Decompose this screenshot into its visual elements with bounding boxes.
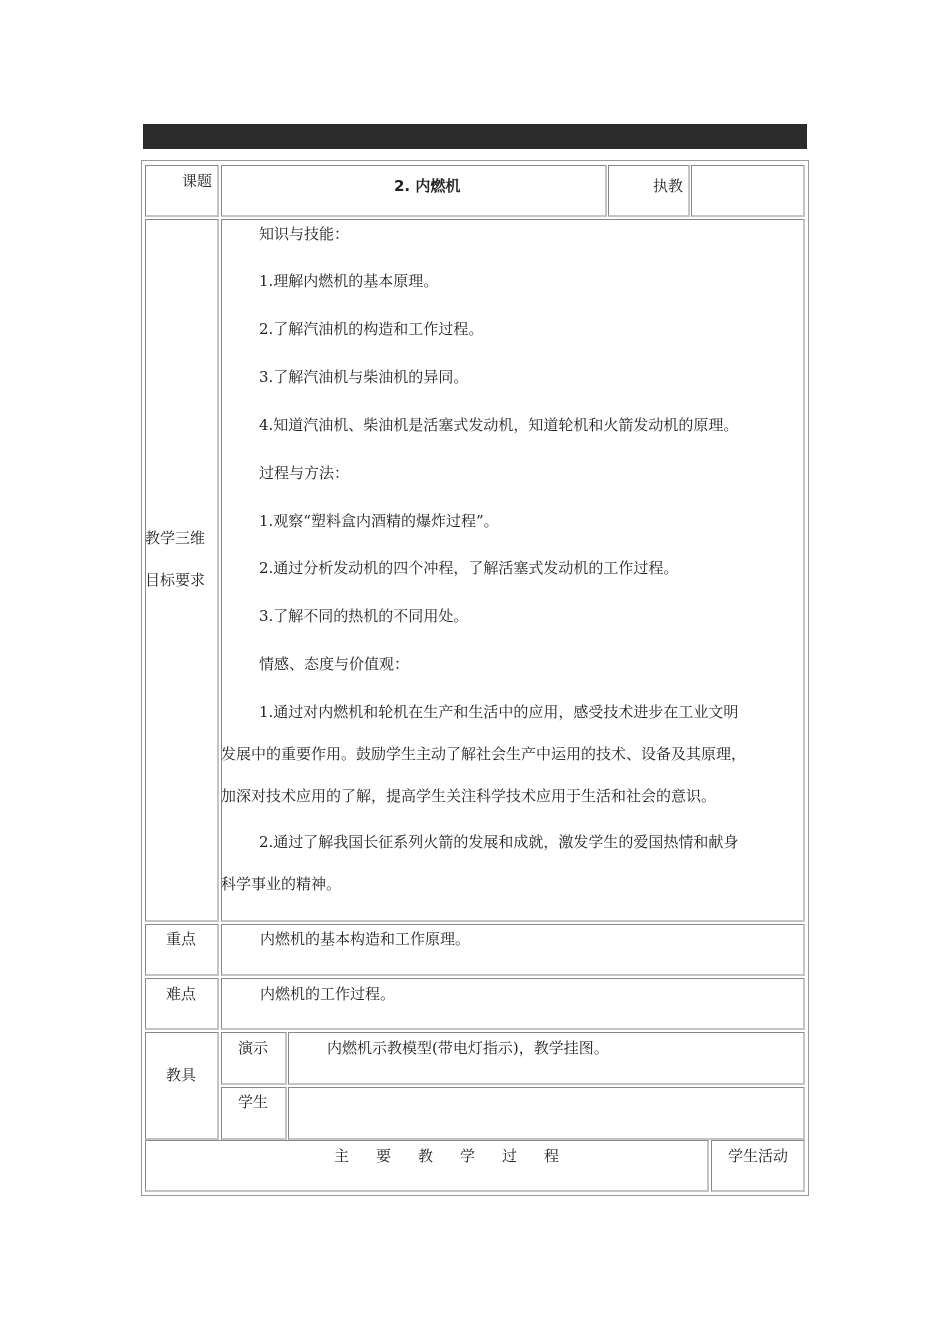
teacher-value-cell bbox=[691, 165, 805, 217]
student-label: 学生 bbox=[238, 1093, 269, 1111]
key-point-value-cell bbox=[221, 924, 805, 976]
objective-item: 2.了解汽油机的构造和工作过程。 bbox=[259, 320, 484, 338]
difficulty-value-cell bbox=[221, 978, 805, 1030]
process-char: 学 bbox=[460, 1147, 476, 1165]
difficulty-label: 难点 bbox=[166, 985, 197, 1003]
process-char: 教 bbox=[418, 1147, 434, 1165]
objective-item: 3.了解汽油机与柴油机的异同。 bbox=[259, 368, 469, 386]
demo-label: 演示 bbox=[238, 1039, 269, 1057]
objective-item: 1.理解内燃机的基本原理。 bbox=[259, 272, 439, 290]
objective-item: 3.了解不同的热机的不同用处。 bbox=[259, 607, 469, 625]
student-label-cell bbox=[221, 1087, 287, 1140]
objective-heading-values: 情感、态度与价值观： bbox=[259, 655, 410, 673]
student-value-cell bbox=[288, 1087, 805, 1140]
objective-heading-knowledge: 知识与技能： bbox=[259, 225, 350, 243]
objective-item-continued: 加深对技术应用的了解，提高学生关注科学技术应用于生活和社会的意识。 bbox=[221, 787, 717, 805]
teacher-label-cell bbox=[608, 165, 690, 217]
document-top-bar bbox=[143, 124, 807, 149]
process-char: 要 bbox=[376, 1147, 392, 1165]
objectives-label-cell bbox=[145, 219, 219, 922]
key-point-label: 重点 bbox=[166, 930, 197, 948]
objective-item: 4.知道汽油机、柴油机是活塞式发动机，知道轮机和火箭发动机的原理。 bbox=[259, 416, 739, 434]
topic-label: 课题 bbox=[182, 172, 213, 190]
objective-item: 2.通过分析发动机的四个冲程，了解活塞式发动机的工作过程。 bbox=[259, 559, 679, 577]
objective-item: 1.观察“塑料盒内酒精的爆炸过程”。 bbox=[259, 512, 499, 530]
objective-item: 2.通过了解我国长征系列火箭的发展和成就，激发学生的爱国热情和献身 bbox=[259, 833, 739, 851]
main-process-header-cell bbox=[145, 1140, 709, 1192]
student-activity-label: 学生活动 bbox=[728, 1147, 789, 1165]
key-point-label-cell bbox=[145, 924, 219, 976]
objective-heading-process: 过程与方法： bbox=[259, 464, 350, 482]
difficulty-value: 内燃机的工作过程。 bbox=[260, 985, 396, 1003]
objectives-label-line2: 目标要求 bbox=[145, 571, 206, 589]
teacher-label: 执教 bbox=[653, 177, 684, 195]
difficulty-label-cell bbox=[145, 978, 219, 1030]
topic-value-cell bbox=[221, 165, 607, 217]
topic-title: 2. 内燃机 bbox=[394, 177, 461, 195]
process-char: 主 bbox=[334, 1147, 350, 1165]
demo-value: 内燃机示教模型(带电灯指示)，教学挂图。 bbox=[327, 1039, 609, 1057]
demo-label-cell bbox=[221, 1032, 287, 1085]
key-point-value: 内燃机的基本构造和工作原理。 bbox=[260, 930, 471, 948]
process-char: 程 bbox=[544, 1147, 560, 1165]
tools-label-cell bbox=[145, 1032, 219, 1140]
demo-value-cell bbox=[288, 1032, 805, 1085]
objective-item-continued: 发展中的重要作用。鼓励学生主动了解社会生产中运用的技术、设备及其原理， bbox=[221, 745, 747, 763]
student-activity-header-cell bbox=[711, 1140, 805, 1192]
process-char: 过 bbox=[502, 1147, 518, 1165]
objectives-label-line1: 教学三维 bbox=[145, 529, 206, 547]
objective-item: 1.通过对内燃机和轮机在生产和生活中的应用，感受技术进步在工业文明 bbox=[259, 703, 739, 721]
topic-label-cell bbox=[145, 165, 219, 217]
tools-label: 教具 bbox=[166, 1066, 197, 1084]
objective-item-continued: 科学事业的精神。 bbox=[221, 875, 342, 893]
